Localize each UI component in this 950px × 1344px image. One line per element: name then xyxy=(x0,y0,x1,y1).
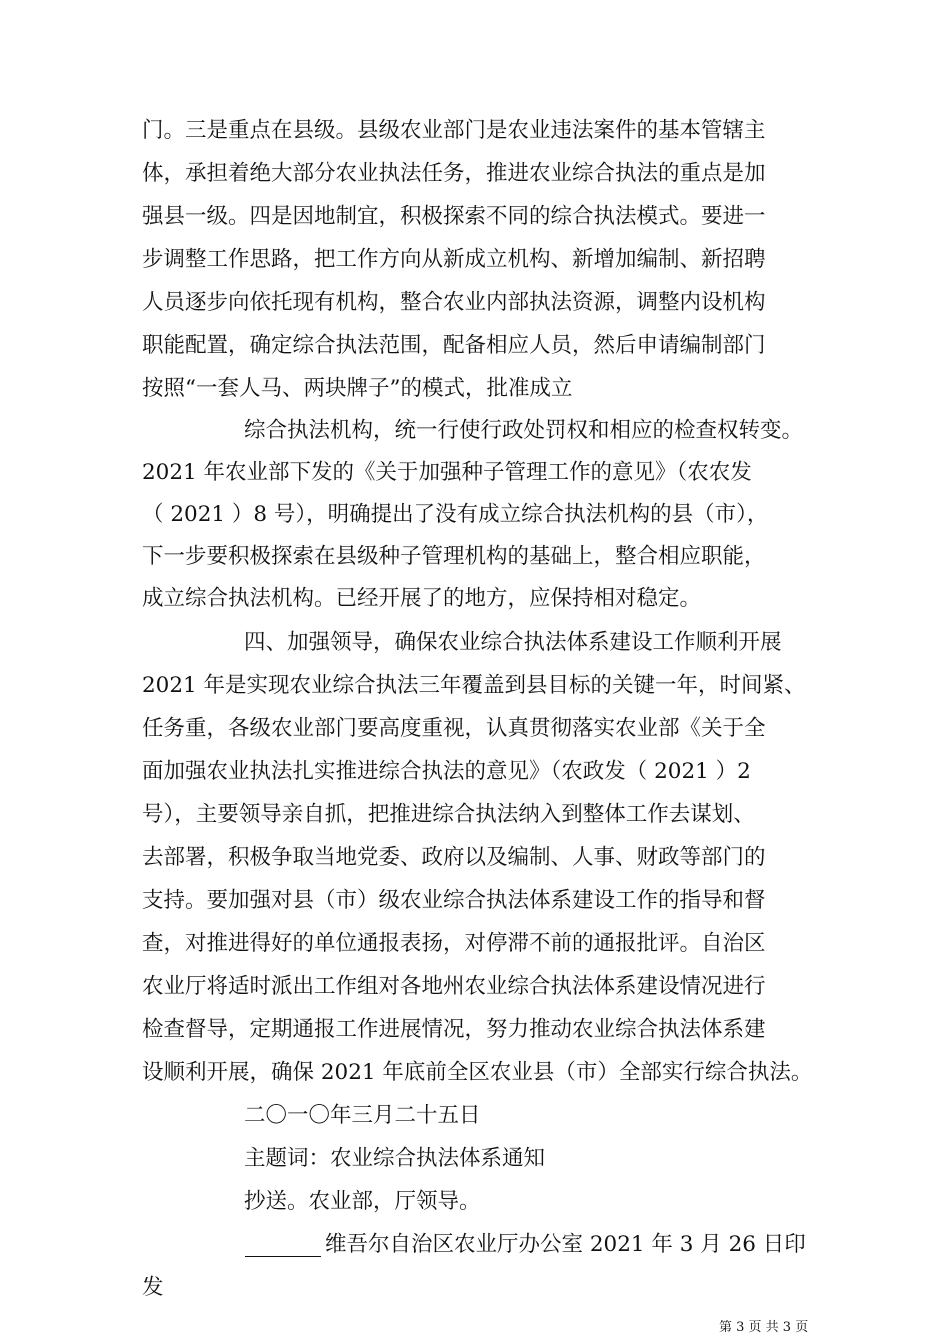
body-line-14: 2021 年是实现农业综合执法三年覆盖到县目标的关键一年，时间紧、 xyxy=(142,673,806,698)
body-line-20: 查，对推进得好的单位通报表扬，对停滞不前的通报批评。自治区 xyxy=(142,931,766,956)
body-line-23: 设顺利开展，确保 2021 年底前全区农业县（市）全部实行综合执法。 xyxy=(142,1060,813,1085)
body-line-7: 按照“一套人马、两块牌子”的模式，批准成立 xyxy=(142,376,573,401)
issuer-line: 维吾尔自治区农业厅办公室 2021 年 3 月 26 日印 xyxy=(325,1232,806,1257)
page-number: 第 3 页 共 3 页 xyxy=(719,1320,809,1335)
body-line-4: 步调整工作思路，把工作方向从新成立机构、新增加编制、新招聘 xyxy=(142,247,766,272)
date-line: 二〇一〇年三月二十五日 xyxy=(244,1103,481,1128)
section-heading: 四、加强领导，确保农业综合执法体系建设工作顺利开展 xyxy=(244,630,782,655)
body-line-1: 门。三是重点在县级。县级农业部门是农业违法案件的基本管辖主 xyxy=(142,118,766,143)
issuer-underline xyxy=(245,1230,321,1257)
body-line-6: 职能配置，确定综合执法范围，配备相应人员，然后申请编制部门 xyxy=(142,333,766,358)
body-line-18: 去部署，积极争取当地党委、政府以及编制、人事、财政等部门的 xyxy=(142,845,766,870)
body-line-11: 下一步要积极探索在县级种子管理机构的基础上，整合相应职能， xyxy=(142,544,766,569)
body-line-17: 号），主要领导亲自抓，把推进综合执法纳入到整体工作去谋划、 xyxy=(142,802,755,827)
body-line-12: 成立综合执法机构。已经开展了的地方，应保持相对稳定。 xyxy=(142,586,702,611)
body-line-22: 检查督导，定期通报工作进展情况，努力推动农业综合执法体系建 xyxy=(142,1017,766,1042)
body-line-5: 人员逐步向依托现有机构，整合农业内部执法资源，调整内设机构 xyxy=(142,290,766,315)
issuer-line-end: 发 xyxy=(142,1275,164,1300)
body-line-8: 综合执法机构，统一行使行政处罚权和相应的检查权转变。 xyxy=(244,418,804,443)
body-line-21: 农业厅将适时派出工作组对各地州农业综合执法体系建设情况进行 xyxy=(142,974,766,999)
body-line-19: 支持。要加强对县（市）级农业综合执法体系建设工作的指导和督 xyxy=(142,888,766,913)
body-line-3: 强县一级。四是因地制宜，积极探索不同的综合执法模式。要进一 xyxy=(142,204,766,229)
body-line-16: 面加强农业执法扎实推进综合执法的意见》（农政发（ 2021 ）2 xyxy=(142,759,751,784)
copy-to-line: 抄送。农业部，厅领导。 xyxy=(244,1189,481,1214)
subject-line: 主题词：农业综合执法体系通知 xyxy=(244,1146,546,1171)
body-line-2: 体，承担着绝大部分农业执法任务，推进农业综合执法的重点是加 xyxy=(142,161,766,186)
body-line-15: 任务重，各级农业部门要高度重视，认真贯彻落实农业部《关于全 xyxy=(142,716,766,741)
body-line-10: （ 2021 ）8 号），明确提出了没有成立综合执法机构的县（市）， xyxy=(142,502,769,527)
body-line-9: 2021 年农业部下发的《关于加强种子管理工作的意见》（农农发 xyxy=(142,460,752,485)
